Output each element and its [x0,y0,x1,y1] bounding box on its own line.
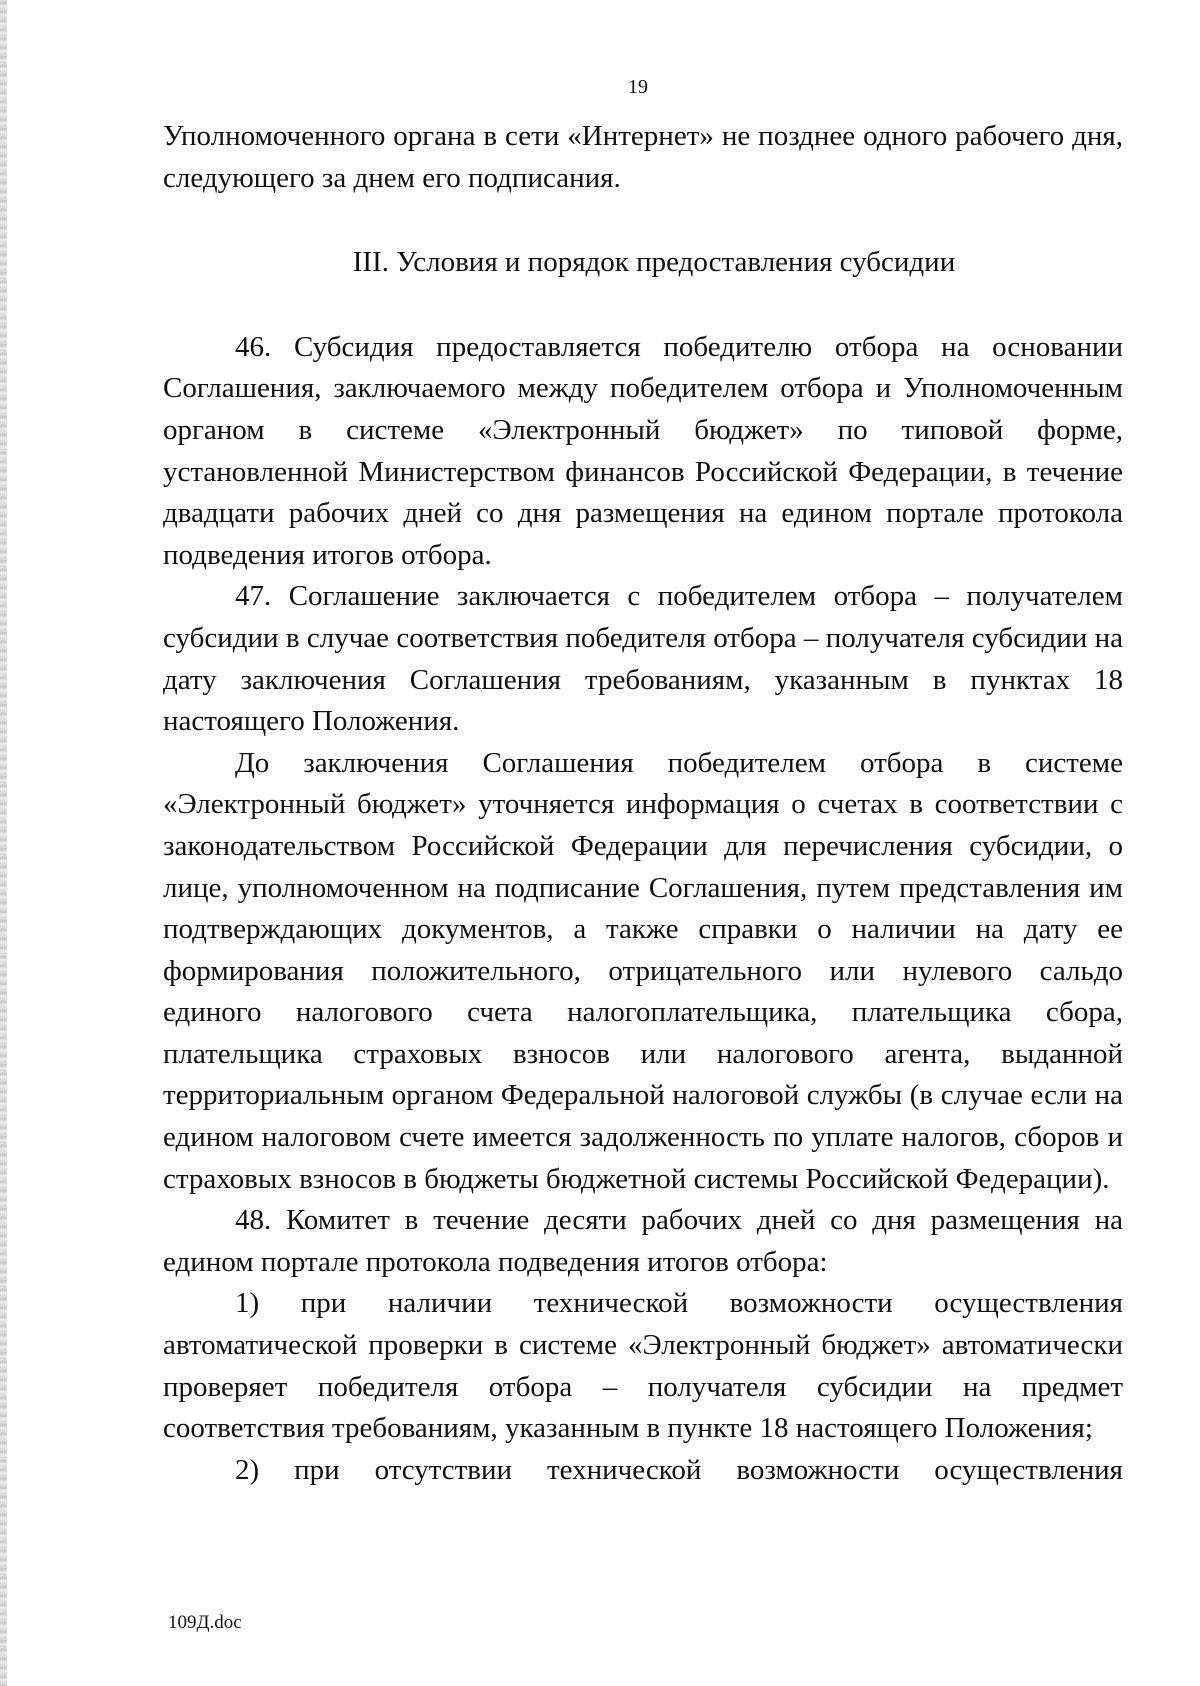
section-heading: III. Условия и порядок предоставления субсидии [352,246,956,279]
paragraph-48-item-1: 1) при наличии технической возможности осуществления автоматической проверки в системе «Электронный бюджет» автоматически проверяет победителя отбора – получателя субсидии на предмет соответствия требованиям, указанным в пункте 18 настоящего Положения; [163,1287,1123,1445]
footer-filename: 109Д.doc [168,1612,242,1633]
paragraph-46: 46. Субсидия предоставляется победителю отбора на основании Соглашения, заключаемого между победителем отбора и Уполномоченным органом в системе «Электронный бюджет» по типовой форме, установленной Министерством финансов Российской Федерации, в течение двадцати рабочих дней со дня размещения на едином портале протокола подведения итогов отбора. [163,330,1123,571]
document-body [163,116,1123,1491]
paragraph-47: 47. Соглашение заключается с победителем отбора – получателем субсидии в случае соответствия победителя отбора – получателя субсидии на дату заключения Соглашения требованиям, указанным в пунктах 18 настоящего Положения. [163,580,1123,738]
continuation-paragraph: Уполномоченного органа в сети «Интернет» не позднее одного рабочего дня, следующего за днем его подписания. [163,120,1123,194]
paragraph-48: 48. Комитет в течение десяти рабочих дней со дня размещения на едином портале протокола подведения итогов отбора: [163,1204,1123,1278]
paragraph-48-item-2: 2) при отсутствии технической возможности осуществления [235,1453,1123,1486]
paragraph-47-continuation: До заключения Соглашения победителем отбора в системе «Электронный бюджет» уточняется информация о счетах в соответствии с законодательством Российской Федерации для перечисления субсидии, о лице, уполномоченном на подписание Соглашения, путем представления им подтверждающих документов, а также справки о наличии на дату ее формирования положительного, отрицательного или нулевого сальдо единого налогового счета налогоплательщика, плательщика сбора, плательщика страховых взносов или налогового агента, выданной территориальным органом Федеральной налоговой службы (в случае если на едином налоговом счете имеется задолженность по уплате налогов, сборов и страховых взносов в бюджеты бюджетной системы Российской Федерации). [163,746,1123,1195]
page-number: 19 [628,76,648,98]
scan-edge [0,0,7,1686]
